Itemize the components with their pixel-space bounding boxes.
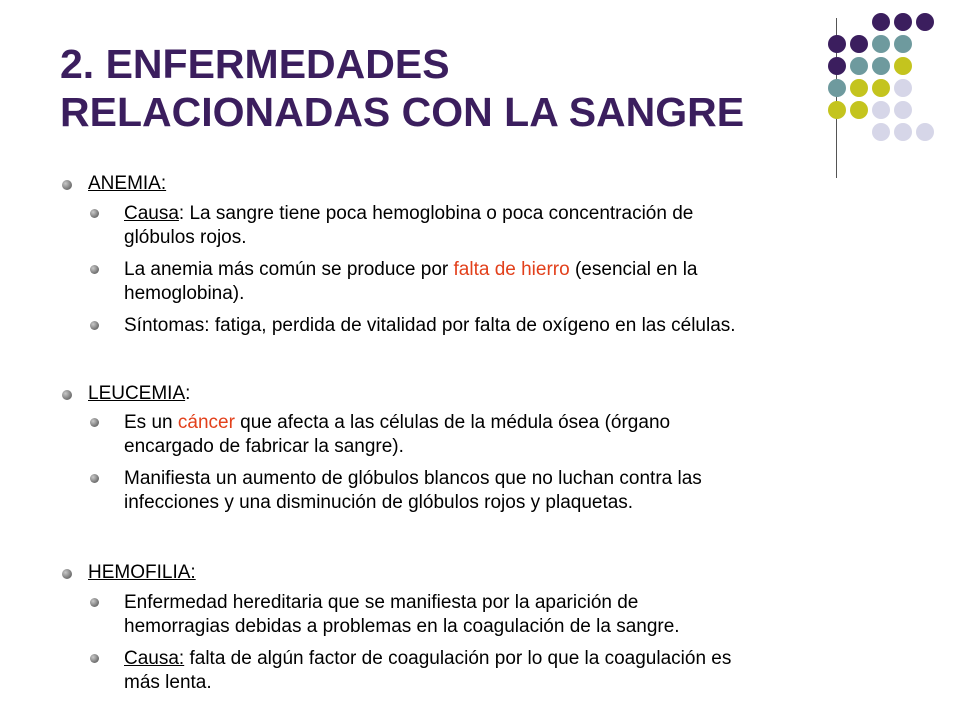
hemofilia-cause: Causa: falta de algún factor de coagulación por lo que la coagulación es más lenta.	[124, 648, 732, 693]
bullet-icon	[90, 474, 99, 483]
title-line-1: 2. ENFERMEDADES	[60, 41, 450, 87]
bullet-icon	[90, 265, 99, 274]
highlight-cancer: cáncer	[177, 412, 235, 433]
leucemia-cancer: Es un cáncer que afecta a las células de la médula ósea (órgano encargado de fabricar la sangre).	[124, 412, 671, 457]
bullet-icon	[62, 180, 72, 190]
anemia-cause: Causa: La sangre tiene poca hemoglobina o poca concentración de glóbulos rojos.	[124, 203, 694, 248]
cause-label: Causa:	[124, 648, 185, 669]
heading-leucemia: LEUCEMIA:	[88, 383, 191, 404]
bullet-icon	[62, 390, 72, 400]
anemia-symptoms: Síntomas: fatiga, perdida de vitalidad por falta de oxígeno en las células.	[124, 315, 736, 336]
bullet-icon	[90, 418, 99, 427]
heading-hemofilia: HEMOFILIA:	[88, 562, 196, 583]
leucemia-manifestation: Manifiesta un aumento de glóbulos blancos que no luchan contra las infecciones y una disminución de glóbulos rojos y plaquetas.	[124, 468, 702, 513]
bullet-icon	[90, 209, 99, 218]
heading-anemia: ANEMIA:	[88, 173, 167, 194]
bullet-icon	[90, 598, 99, 607]
anemia-common-type: La anemia más común se produce por falta de hierro (esencial en la hemoglobina).	[124, 259, 698, 304]
bullet-icon	[90, 321, 99, 330]
bullet-icon	[90, 654, 99, 663]
hemofilia-hereditary: Enfermedad hereditaria que se manifiesta por la aparición de hemorragias debidas a problemas en la coagulación de la sangre.	[124, 592, 680, 637]
cause-label: Causa	[124, 203, 179, 224]
highlight-iron: falta de hierro	[453, 259, 570, 280]
bullet-icon	[62, 569, 72, 579]
title-line-2: RELACIONADAS CON LA SANGRE	[60, 89, 745, 135]
